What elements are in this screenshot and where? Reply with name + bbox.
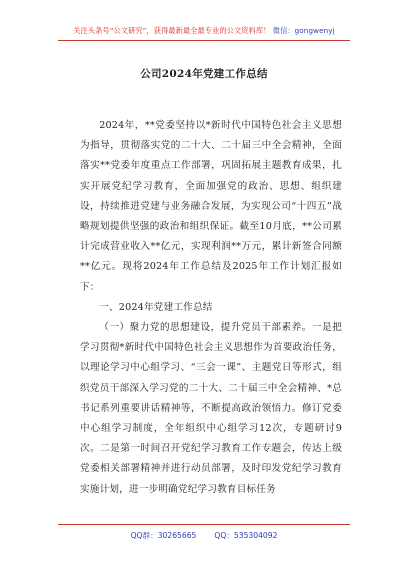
footer-divider — [58, 524, 350, 525]
section-paragraph: （一）聚力党的思想建设，提升党员干部素养。一是把学习贯彻*新时代中国特色社会主义思想作为首要政治任务，以理论学习中心组学习、“三会一课”、主题党日等形式，组织党员干部深入学习党的二十大、二十届三中全会精神、*总书记系列重要讲话精神等，不断提高政治领悟力。修订党委中心组学习制度，全年组织中心组学习12次，专题研讨9次。二是第一时间召开党纪学习教育工作专题会，传达上级党委相关部署精神并进行动员部署，及时印发党纪学习教育实施计划，进一步明确党纪学习教育目标任务 — [80, 322, 342, 495]
header-wechat-text: 微信：gongwenyj — [272, 26, 335, 35]
footer-qq-number: QQ：535304092 — [214, 531, 278, 540]
footer-contact — [0, 530, 408, 541]
document-title: 公司2024年党建工作总结 — [140, 68, 268, 80]
header-notice-text: 关注头条号“公文研究”，获得最新最全最专业的公文资料库！ — [73, 26, 271, 35]
header-divider — [58, 40, 350, 41]
section-heading: 一、2024年党建工作总结 — [99, 301, 213, 313]
header-notice — [0, 26, 408, 36]
intro-paragraph: 2024年，**党委坚持以*新时代中国特色社会主义思想为指导，贯彻落实党的二十大、二十届三中全会精神，全面落实**党委年度重点工作部署，巩固拓展主题教育成果，扎实开展党纪学习教育，全面加强党的政治、思想、组织建设，持续推进党建与业务融合发展，为实现公司“十四五”战略规划提供坚强的政治和组织保证。截至10月底，**公司累计完成营业收入**亿元，实现利润**万元，累计新签合同额**亿元。现将2024年工作总结及2025年工作计划汇报如下： — [80, 120, 342, 293]
document-body — [80, 116, 342, 500]
footer-qq-group: QQ群：30265665 — [130, 531, 197, 540]
